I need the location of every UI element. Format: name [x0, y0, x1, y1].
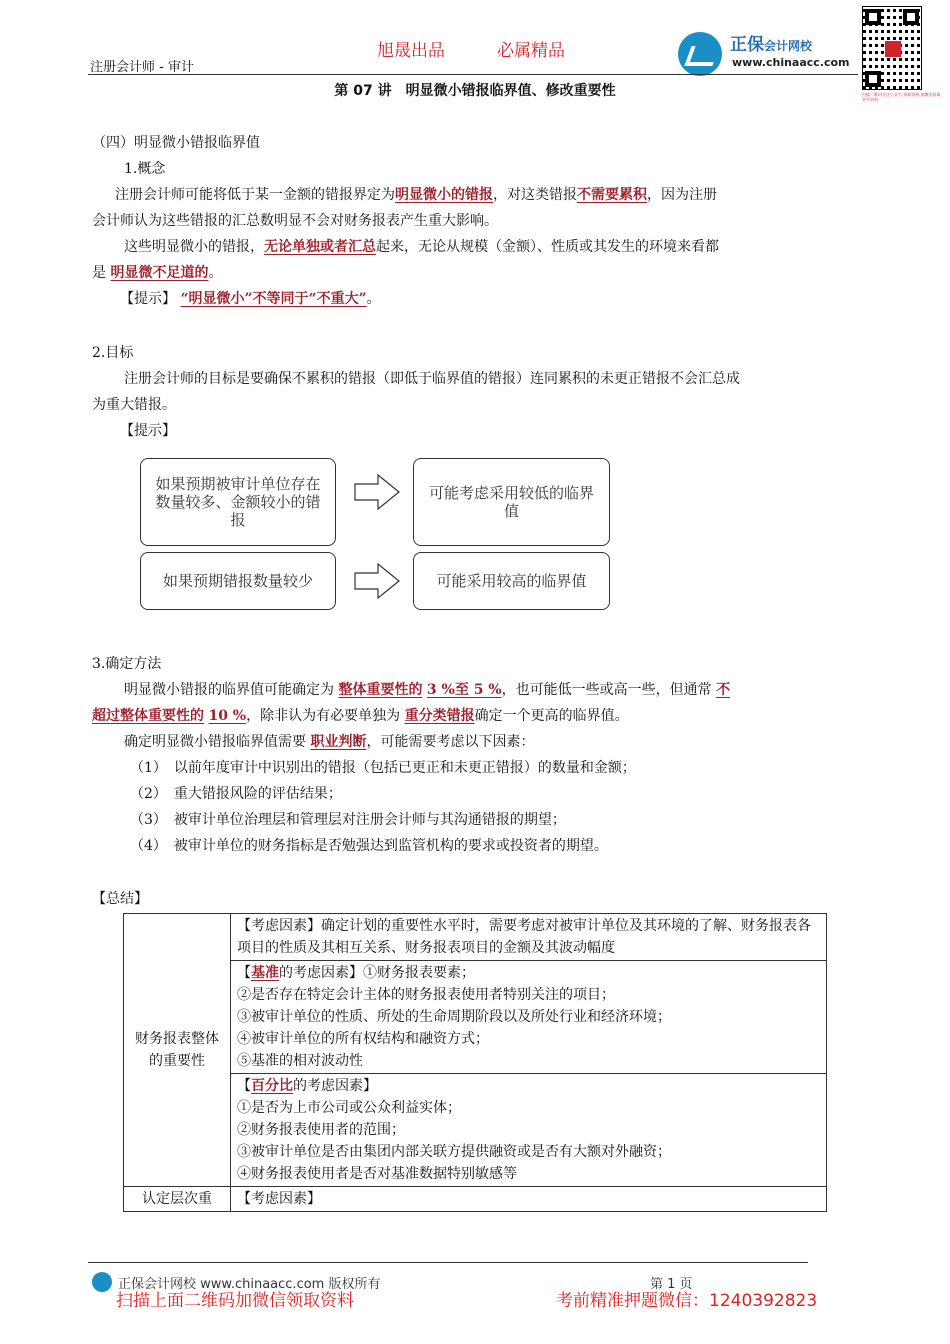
brand-logo [678, 28, 858, 74]
concept-paragraph-1: 注册会计师可能将低于某一金额的错报界定为明显微小的错报，对这类错报不需要累积，因为注册 [115, 187, 717, 203]
highlight-term: “明显微小”不等同于“不重大” [180, 291, 367, 307]
concept-tip: 【提示】 “明显微小”不等同于“不重大”。 [120, 291, 381, 307]
table-cell: 【百分比的考虑因素】 ①是否为上市公司或公众利益实体； ②财务报表使用者的范围； ③被审计单位是否由集团内部关联方提供融资或是否有大额对外融资； ④财务报表使用者是否对基准数据特别敏感等 [231, 1074, 827, 1187]
row-label-assertion-level: 认定层次重 [124, 1187, 231, 1212]
footer-logo-icon [92, 1272, 112, 1292]
row-label-overall-materiality: 财务报表整体的重要性 [124, 914, 231, 1187]
goal-tip-label: 【提示】 [120, 423, 176, 439]
goal-paragraph-line2: 为重大错报。 [92, 397, 176, 413]
factor-item-3: （3） 被审计单位治理层和管理层对注册会计师与其沟通错报的期望； [130, 812, 566, 828]
highlight-term: 重分类错报 [404, 708, 475, 724]
logo-sub: 会计网校 [764, 39, 813, 53]
diagram-box-few-misstatements: 如果预期错报数量较少 [140, 552, 336, 610]
footer-copyright: 正保会计网校 www.chinaacc.com 版权所有 [118, 1277, 381, 1292]
factor-item-1: （1） 以前年度审计中识别出的错报（包括已更正和未更正错报）的数量和金额； [130, 760, 636, 776]
concept-paragraph-1-line2: 会计师认为这些错报的汇总数明显不会对财务报表产生重大影响。 [92, 213, 498, 229]
highlight-term: 不 [716, 682, 731, 698]
method-paragraph-2: 确定明显微小错报临界值需要 职业判断，可能需要考虑以下因素： [124, 734, 535, 750]
goal-label: 2.目标 [92, 345, 134, 361]
concept-paragraph-2-line2: 是 明显微不足道的。 [92, 265, 223, 281]
footer-divider [88, 1262, 808, 1263]
header-course-label: 注册会计师 - 审计 [90, 60, 194, 75]
header-divider [88, 74, 858, 75]
highlight-term: 职业判断 [310, 734, 367, 750]
highlight-term: 无论单独或者汇总 [264, 239, 376, 255]
highlight-term: 超过整体重要性的 [92, 708, 204, 724]
summary-table [123, 913, 827, 1212]
highlight-term: 百分比 [251, 1078, 293, 1094]
header-slogan-1: 旭晟出品 [377, 41, 445, 61]
concept-paragraph-2: 这些明显微小的错报，无论单独或者汇总起来，无论从规模（金额）、性质或其发生的环境来看都 [124, 239, 719, 255]
table-cell: 【考虑因素】确定计划的重要性水平时，需要考虑对被审计单位及其环境的了解、财务报表各项目的性质及其相互关系、财务报表项目的金额及其波动幅度 [231, 914, 827, 961]
qr-caption: 扫描二维码关注公众号 领取资料 加微信获取更多资料 [862, 92, 941, 102]
footer-promo-right: 考前精准押题微信：1240392823 [556, 1291, 818, 1311]
goal-paragraph: 注册会计师的目标是要确保不累积的错报（即低于临界值的错报）连同累积的未更正错报不会汇总成 [124, 371, 740, 387]
logo-icon [678, 32, 722, 76]
concept-label: 1.概念 [124, 161, 166, 177]
logo-url: www.chinaacc.com [732, 56, 850, 69]
highlight-term: 10 % [208, 708, 247, 724]
table-row [124, 1187, 827, 1212]
diagram-box-higher-threshold: 可能采用较高的临界值 [413, 552, 610, 610]
summary-label: 【总结】 [92, 891, 148, 907]
diagram-box-many-small-misstatements: 如果预期被审计单位存在数量较多、金额较小的错报 [140, 458, 336, 546]
method-label: 3.确定方法 [92, 656, 162, 672]
factor-item-2: （2） 重大错报风险的评估结果； [130, 786, 342, 802]
highlight-term: 整体重要性的 [338, 682, 423, 698]
header-slogan-2: 必属精品 [497, 41, 565, 61]
method-paragraph-1: 明显微小错报的临界值可能确定为 整体重要性的 3 %至 5 %，也可能低一些或高一些，但通常 不 [124, 682, 731, 698]
footer-promo-left: 扫描上面二维码加微信领取资料 [116, 1291, 354, 1311]
method-paragraph-1-line2: 超过整体重要性的 10 %，除非认为有必要单独为 重分类错报确定一个更高的临界值。 [92, 708, 629, 724]
highlight-term: 不需要累积 [577, 187, 647, 203]
logo-name: 正保 [730, 35, 764, 55]
factor-item-4: （4） 被审计单位的财务指标是否勉强达到监管机构的要求或投资者的期望。 [130, 838, 608, 854]
arrow-right-icon [354, 474, 400, 510]
section-heading: （四）明显微小错报临界值 [92, 135, 260, 151]
page-number: 第 1 页 [650, 1277, 693, 1292]
table-cell: 【基准的考虑因素】①财务报表要素； ②是否存在特定会计主体的财务报表使用者特别关注的项目； ③被审计单位的性质、所处的生命周期阶段以及所处行业和经济环境； ④被审计单位的所有权结构和融资方式； ⑤基准的相对波动性 [231, 961, 827, 1074]
highlight-term: 3 %至 5 % [426, 682, 502, 698]
table-cell: 【考虑因素】 [231, 1187, 827, 1212]
highlight-term: 明显微不足道的 [110, 265, 209, 281]
diagram-box-lower-threshold: 可能考虑采用较低的临界值 [413, 458, 610, 546]
arrow-right-icon [354, 563, 400, 599]
qr-code-icon [862, 6, 922, 90]
table-row [124, 914, 827, 961]
highlight-term: 明显微小的错报 [395, 187, 493, 203]
page-title: 第 07 讲 明显微小错报临界值、修改重要性 [334, 83, 616, 99]
highlight-term: 基准 [251, 965, 279, 981]
